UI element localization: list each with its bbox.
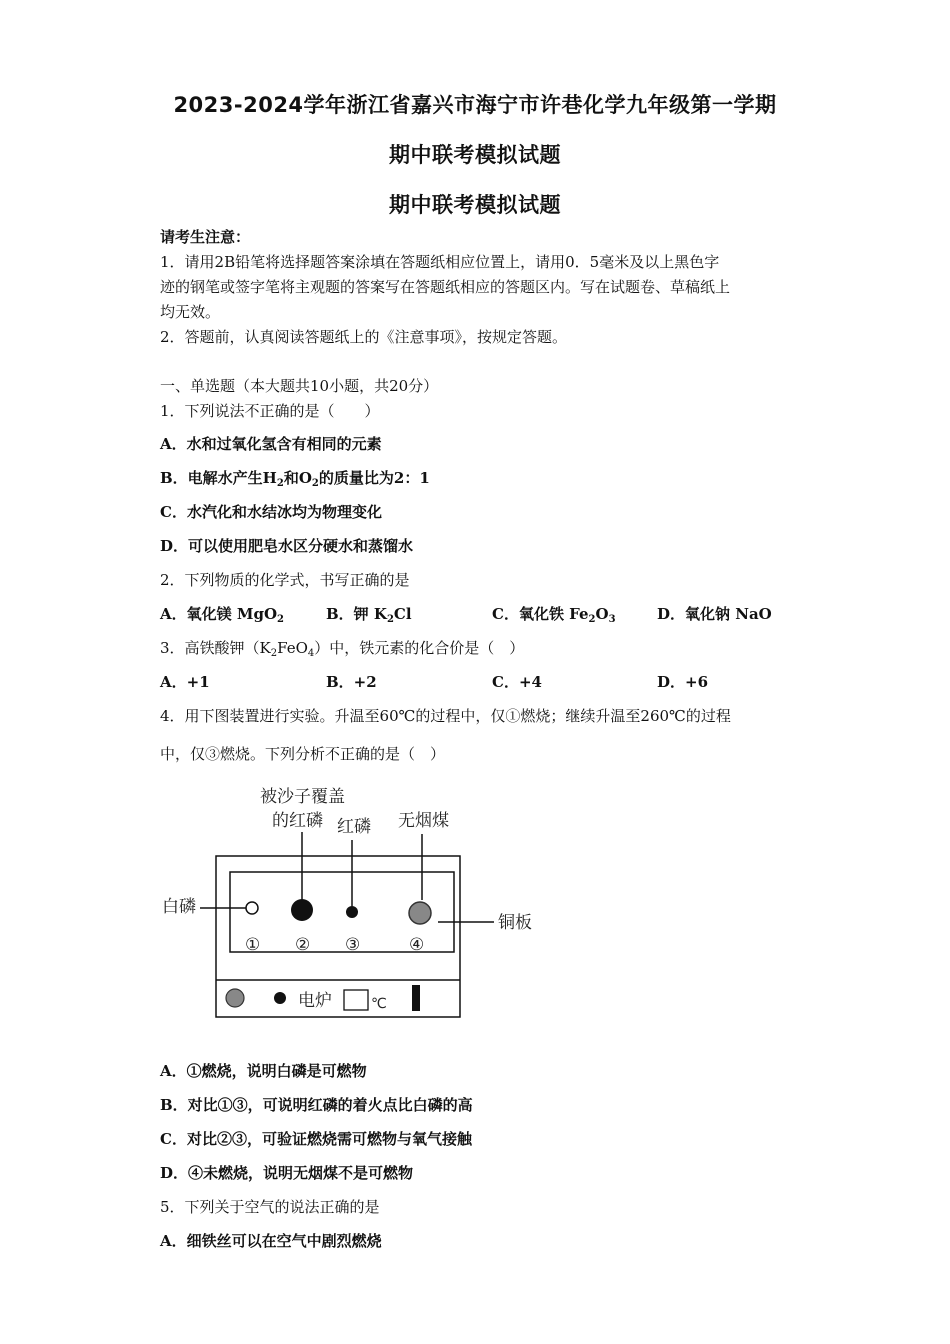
notice-line1: 1．请用2B铅笔将选择题答案涂填在答题纸相应位置上，请用0．5毫米及以上黑色字 (160, 253, 720, 271)
q5-option-a: A．细铁丝可以在空气中剧烈燃烧 (160, 1232, 382, 1250)
q4-option-d: D．④未燃烧，说明无烟煤不是可燃物 (160, 1164, 414, 1182)
notice-line4: 2．答题前，认真阅读答题纸上的《注意事项》，按规定答题。 (160, 328, 568, 346)
label-sand-line2: 的红磷 (272, 811, 323, 831)
notice-line3: 均无效。 (160, 303, 221, 321)
label-sand-line1: 被沙子覆盖 (260, 787, 345, 807)
exam-title-line1: 2023-2024学年浙江省嘉兴市海宁市许巷化学九年级第一学期 (173, 93, 777, 117)
number-2: ② (295, 935, 311, 955)
label-white-phosphorus: 白磷 (162, 897, 196, 917)
q3-option-c: C．+4 (492, 673, 542, 691)
q1-option-d: D．可以使用肥皂水区分硬水和蒸馏水 (160, 537, 414, 555)
q3-stem: 3．高铁酸钾$(K_2FeO_4)$中，铁元素的化合价是（ ） (160, 639, 525, 659)
covered-red-phosphorus-dot (291, 899, 313, 921)
number-1: ① (245, 935, 261, 955)
stove-indicator-icon (274, 992, 286, 1004)
anthracite-dot (409, 902, 431, 924)
q2-option-b: B．钾 $K_2Cl$ (326, 605, 412, 625)
notice-heading: 请考生注意： (160, 228, 251, 246)
q4-apparatus-figure (160, 780, 560, 1025)
q2-option-d: D．氧化钠 NaO (657, 605, 772, 623)
q4-stem-line1: 4．用下图装置进行实验。升温至60℃的过程中，仅①燃烧；继续升温至260℃的过程 (160, 707, 731, 725)
section-heading: 一、单选题（本大题共10小题，共20分） (160, 377, 439, 395)
q4-option-b: B．对比①③，可说明红磷的着火点比白磷的高 (160, 1096, 473, 1114)
q3-option-d: D．+6 (657, 673, 709, 691)
celsius-symbol: ℃ (371, 996, 387, 1012)
q1-option-a: A．水和过氧化氢含有相同的元素 (160, 435, 382, 453)
label-anthracite: 无烟煤 (398, 811, 449, 831)
q4-option-c: C．对比②③，可验证燃烧需可燃物与氧气接触 (160, 1130, 472, 1148)
number-3: ③ (345, 935, 361, 955)
number-4: ④ (409, 935, 425, 955)
q2-stem: 2．下列物质的化学式，书写正确的是 (160, 571, 410, 589)
q1-stem: 1．下列说法不正确的是（ ） (160, 402, 380, 420)
q4-option-a: A．①燃烧，说明白磷是可燃物 (160, 1062, 367, 1080)
exam-title-line2: 期中联考模拟试题 (389, 143, 561, 167)
q4-stem-line2: 中，仅③燃烧。下列分析不正确的是（ ） (160, 745, 446, 763)
temperature-display (344, 990, 368, 1010)
q2-option-c: C．氧化铁 $Fe_2O_3$ (492, 605, 616, 625)
label-electric-stove: 电炉 (298, 991, 332, 1011)
stove-switch-icon (412, 985, 420, 1011)
q3-option-a: A．+1 (160, 673, 210, 691)
q1-option-b: B．电解水产生$H_2$和$O_2$的质量比为2：1 (160, 469, 430, 489)
label-copper-plate: 铜板 (498, 913, 532, 933)
q1-option-c: C．水汽化和水结冰均为物理变化 (160, 503, 382, 521)
q2-option-a: A．氧化镁 MgO$_2$ (160, 605, 284, 625)
stove-knob-icon (226, 989, 244, 1007)
exam-title-line3: 期中联考模拟试题 (389, 193, 561, 217)
white-phosphorus-dot (246, 902, 258, 914)
notice-line2: 迹的钢笔或签字笔将主观题的答案写在答题纸相应的答题区内。写在试题卷、草稿纸上 (160, 278, 731, 296)
red-phosphorus-dot (346, 906, 358, 918)
label-red-phosphorus: 红磷 (337, 817, 371, 837)
q5-stem: 5．下列关于空气的说法正确的是 (160, 1198, 380, 1216)
q3-option-b: B．+2 (326, 673, 377, 691)
